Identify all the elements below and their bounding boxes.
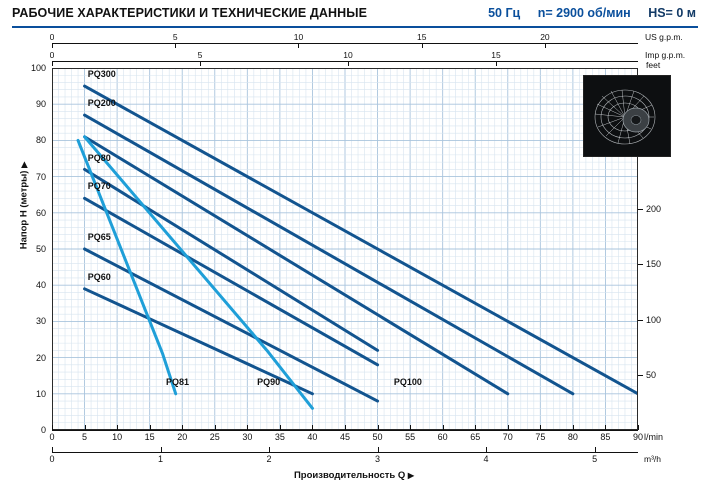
x-tick [443, 425, 444, 430]
x-tick-label: 20 [177, 432, 188, 442]
arrow-right-icon: ▶ [407, 470, 415, 480]
y-tick-label: 50 [35, 244, 46, 254]
header-specs [488, 6, 696, 20]
x-tick-label: 5 [592, 454, 598, 464]
x-tick [475, 425, 476, 430]
spec-suction-head: HS= 0 м [648, 6, 696, 20]
x-tick-label: 5 [82, 432, 88, 442]
y-tick-label: 40 [35, 280, 46, 291]
y-tick-label: 70 [35, 171, 46, 182]
axis-flow-m3h-unit: m³/h [644, 454, 661, 464]
x-tick-label: 90 [632, 432, 644, 442]
x-tick-label: 75 [535, 432, 546, 442]
axis-flow-lmin-unit: l/min [644, 432, 664, 442]
x-tick [508, 425, 509, 430]
x-tick [117, 425, 118, 430]
x-tick [215, 425, 216, 430]
x-tick-label: 10 [112, 432, 123, 442]
axis-flow-m3h [49, 452, 638, 468]
x-tick [161, 447, 162, 452]
curve-label-pq100: PQ100 [393, 376, 422, 387]
arrow-right-icon: ▶ [19, 161, 29, 168]
x-tick-label: 50 [372, 432, 383, 442]
x-tick-label: 70 [502, 432, 513, 442]
x-tick [422, 43, 423, 48]
x-tick [52, 447, 53, 452]
x-tick [410, 425, 411, 430]
axis-flow-label [0, 470, 708, 481]
x-tick-label: 0 [49, 50, 55, 60]
y-tick-label: 30 [35, 316, 46, 327]
curve-label-pq60: PQ60 [87, 271, 111, 282]
axis-head-label-text: Напор H (метры) [18, 170, 30, 250]
y-tick-label: 90 [35, 99, 46, 110]
impeller-photo [583, 75, 671, 157]
x-tick-label: 0 [49, 432, 55, 442]
x-tick-label: 30 [242, 432, 253, 442]
x-tick-label: 35 [274, 432, 285, 442]
x-tick-label: 10 [343, 50, 353, 60]
axis-us-gpm-unit: US g.p.m. [645, 32, 683, 42]
x-tick [247, 425, 248, 430]
spec-speed: n= 2900 об/мин [537, 6, 631, 20]
axis-flow-label-text: Производительность Q [293, 470, 406, 481]
x-tick-label: 15 [491, 50, 501, 60]
x-tick [52, 43, 53, 48]
x-tick-label: 10 [293, 32, 304, 42]
right-tick [638, 264, 643, 265]
axis-head-label [19, 146, 30, 266]
axis-imp-gpm-unit: Imp g.p.m. [645, 50, 686, 60]
axis-line [52, 452, 638, 453]
x-tick-label: 1 [158, 454, 164, 464]
x-tick-label: 0 [49, 454, 55, 464]
right-tick-label: 200 [646, 204, 662, 215]
curve-label-pq80: PQ80 [87, 152, 111, 163]
curve-label-pq90: PQ90 [257, 376, 281, 387]
x-tick [345, 425, 346, 430]
x-tick-label: 3 [375, 454, 381, 464]
chart-frame [52, 68, 638, 430]
x-tick [486, 447, 487, 452]
x-tick [595, 447, 596, 452]
axis-flow-lmin [49, 430, 644, 446]
x-tick [280, 425, 281, 430]
header [12, 6, 698, 28]
chart-plot-area [52, 68, 638, 430]
x-tick [182, 425, 183, 430]
x-tick [150, 425, 151, 430]
curve-label-pq70: PQ70 [87, 181, 111, 192]
page-title: РАБОЧИЕ ХАРАКТЕРИСТИКИ И ТЕХНИЧЕСКИЕ ДАННЫЕ [12, 6, 368, 20]
y-tick-label: 60 [35, 207, 46, 218]
x-tick [175, 43, 176, 48]
x-tick [545, 43, 546, 48]
right-tick [638, 209, 643, 210]
x-tick [348, 61, 349, 66]
x-tick-label: 5 [172, 32, 178, 42]
right-tick-label: 50 [646, 369, 657, 380]
axis-line [52, 61, 638, 62]
x-tick [378, 447, 379, 452]
x-tick-label: 85 [600, 432, 611, 442]
x-tick-label: 65 [470, 432, 481, 442]
x-tick-label: 0 [49, 32, 55, 42]
y-tick-label: 0 [40, 425, 46, 435]
x-tick [52, 425, 53, 430]
x-tick-label: 5 [197, 50, 203, 60]
spec-frequency: 50 Гц [488, 6, 521, 20]
right-tick-label: 150 [646, 259, 662, 270]
y-tick-label: 80 [35, 135, 46, 146]
x-tick-label: 25 [209, 432, 220, 442]
x-tick-label: 4 [483, 454, 489, 464]
x-tick-label: 15 [416, 32, 427, 42]
x-tick [496, 61, 497, 66]
impeller-illustration [584, 76, 670, 156]
y-tick-label: 20 [35, 352, 46, 363]
x-tick-label: 40 [307, 432, 318, 442]
curve-label-pq81: PQ81 [165, 376, 189, 387]
curve-label-pq300: PQ300 [87, 69, 116, 80]
axis-us-gpm [49, 32, 638, 46]
x-tick [540, 425, 541, 430]
y-tick-label: 100 [30, 63, 46, 73]
x-tick [312, 425, 313, 430]
axis-line [52, 430, 638, 431]
x-tick [200, 61, 201, 66]
y-tick-label: 10 [35, 388, 46, 399]
header-divider [12, 26, 698, 28]
axis-head-feet-unit: feet [646, 60, 661, 70]
x-tick [85, 425, 86, 430]
axis-imp-gpm [49, 50, 638, 64]
x-tick-label: 2 [266, 454, 272, 464]
axis-line [52, 43, 638, 44]
x-tick-label: 55 [405, 432, 416, 442]
x-tick [269, 447, 270, 452]
x-tick [573, 425, 574, 430]
curve-label-pq65: PQ65 [87, 232, 111, 243]
x-tick-label: 20 [540, 32, 550, 42]
x-tick [378, 425, 379, 430]
right-tick [638, 320, 643, 321]
curve-label-pq200: PQ200 [87, 98, 116, 109]
x-tick [638, 425, 639, 430]
x-tick [605, 425, 606, 430]
x-tick-label: 80 [567, 432, 578, 442]
x-tick [298, 43, 299, 48]
right-tick [638, 375, 643, 376]
x-tick [52, 61, 53, 66]
x-tick-label: 15 [144, 432, 155, 442]
right-tick-label: 100 [646, 314, 662, 325]
x-tick-label: 60 [437, 432, 448, 442]
x-tick-label: 45 [339, 432, 351, 442]
